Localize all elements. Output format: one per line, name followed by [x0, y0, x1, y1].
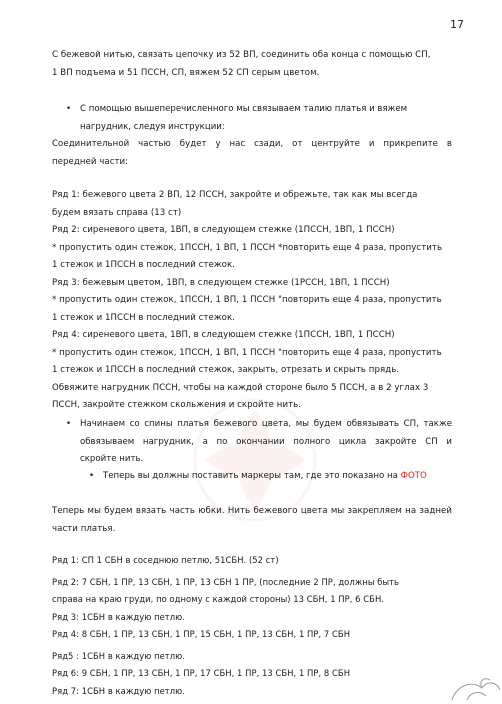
row-line: Ряд 3: 1СБН в каждую петлю. — [52, 611, 185, 622]
row-line: Ряд 2: сиреневого цвета, 1ВП, в следующем стежке (1ПССН, 1ВП, 1 ПССН) — [52, 225, 395, 235]
bullet-line: скройте нить. — [80, 454, 144, 464]
row-line: Ряд5 : 1СБН в каждую петлю. — [52, 650, 185, 661]
row-line: Ряд 4: 8 СБН, 1 ПР, 13 СБН, 1 ПР, 15 СБН, 1 ПР, 13 СБН, 1 ПР, 7 СБН — [52, 629, 351, 639]
photo-link[interactable]: ФОТО — [400, 471, 427, 481]
skirt-rows — [52, 552, 452, 700]
bullet-item — [66, 101, 452, 136]
row-line: Обвяжите нагрудник ПССН, чтобы на каждой стороне было 5 ПССН, а в 2 углах 3 — [52, 382, 429, 393]
row-line: ПССН, закройте стежком скольжения и скройте нить. — [52, 400, 302, 410]
skirt-intro-line: части платья. — [52, 523, 116, 534]
sub-bullet-text: Теперь вы должны поставить маркеры там, где это показано на — [103, 471, 401, 481]
row-line: * пропустить один стежок, 1ПССН, 1 ВП, 1 ПССН "повторить еще 4 раза, пропустить — [52, 295, 442, 305]
page-number: 17 — [450, 18, 464, 31]
connect-line: Соединительной частью будет у нас сзади, от центруйте и прикрепите в — [52, 139, 452, 149]
row-line: Ряд 2: 7 СБН, 1 ПР, 13 СБН, 1 ПР, 13 СБН 1 ПР, (последние 2 ПР, должны быть — [52, 576, 400, 587]
row-line: 1 стежок и 1ПССН в последний стежок. — [52, 260, 235, 270]
corner-ornament — [442, 660, 502, 700]
intro-line: С бежевой нитью, связать цепочку из 52 ВП, соединить оба конца с помощью СП, — [52, 50, 431, 60]
connect-line: передней части: — [52, 156, 129, 167]
row-line: * пропустить один стежок, 1ПССН, 1 ВП, 1 ПССН *повторить еще 4 раза, пропустить — [52, 242, 443, 253]
row-line: 1 стежок и 1ПССН в последний стежок, закрыть, отрезать и скрыть прядь. — [52, 365, 400, 375]
intro-line: 1 ВП подъема и 51 ПССН, СП, вяжем 52 СП серым цветом. — [52, 67, 320, 78]
row-line: Ряд 6: 9 СБН, 1 ПР, 13 СБН, 1 ПР, 17 СБН, 1 ПР, 13 СБН, 1 ПР, 8 СБН — [52, 668, 351, 678]
row-line: будем вязать справа (13 ст) — [52, 207, 182, 218]
row-line: Ряд 7: 1СБН в каждую петлю. — [52, 685, 185, 696]
sub-bullet-item — [89, 468, 453, 486]
bullet-icon: • — [66, 419, 72, 429]
intro-paragraph — [52, 47, 452, 82]
bullet-line: нагрудник, следуя инструкции: — [80, 121, 225, 132]
row-line: 1 стежок и 1ПССН в последний стежок. — [52, 312, 235, 323]
skirt-intro-line: Теперь мы будем вязать часть юбки. Нить бежевого цвета мы закрепляем на задней — [52, 506, 452, 516]
bodice-rows — [52, 187, 452, 415]
row-line: Ряд 3: бежевым цветом, 1ВП, в следующем стежке (1РССН, 1ВП, 1 ПССН) — [52, 277, 390, 288]
bullet-item — [66, 416, 452, 469]
skirt-intro-paragraph — [52, 503, 452, 538]
bullet-icon: • — [89, 471, 95, 481]
bullet-line: С помощью вышеперечисленного мы связываем талию платья и вяжем — [80, 104, 408, 114]
bullet-icon: • — [66, 104, 72, 114]
row-line: справа на краю груди, по одному с каждой стороны) 13 СБН, 1 ПР, 6 СБН. — [52, 594, 385, 604]
row-line: Ряд 1: СП 1 СБН в соседнюю петлю, 51СБН. (52 ст) — [52, 555, 279, 565]
bullet-line: Начинаем со спины платья бежевого цвета, мы будем обвязывать СП, также — [80, 419, 452, 429]
connect-paragraph — [52, 136, 452, 171]
row-line: * пропустить один стежок, 1ПССН, 1 ВП, 1 ПССН "повторить еще 4 раза, пропустить — [52, 347, 442, 358]
row-line: Ряд 4: сиреневого цвета, 1ВП, в следующем стежке (1ПССН, 1ВП, 1 ПССН) — [52, 330, 395, 340]
bullet-line: обвязываем нагрудник, а по окончании полного цикла закройте СП и — [80, 436, 452, 447]
row-line: Ряд 1: бежевого цвета 2 ВП, 12 ПССН, закройте и обрежьте, так как мы всегда — [52, 190, 418, 200]
